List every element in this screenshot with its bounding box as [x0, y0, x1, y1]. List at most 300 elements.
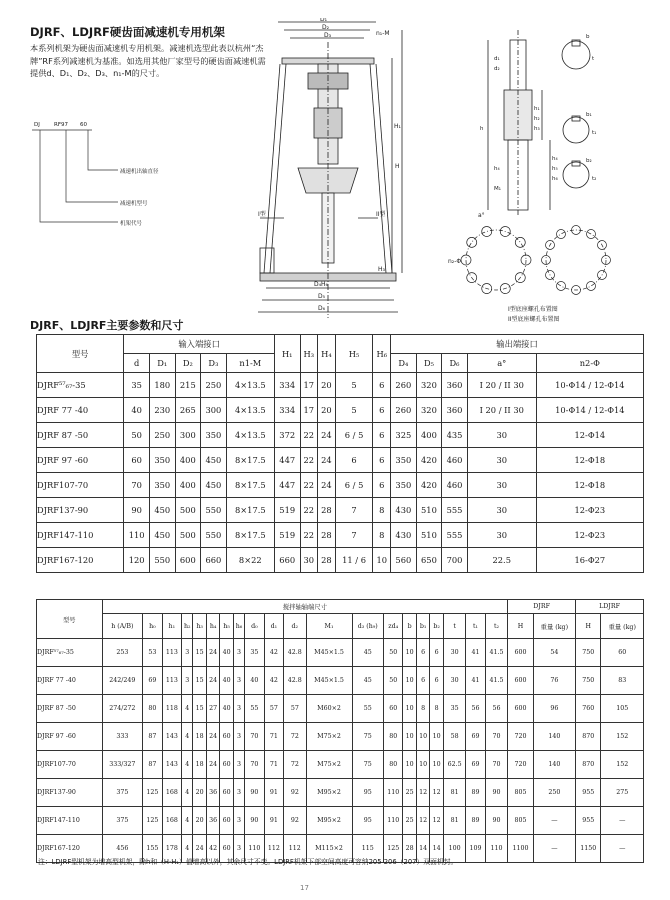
- label-n1M: n₁-M: [376, 30, 390, 37]
- t1-cell-H5: 6 / 5: [335, 423, 373, 448]
- t1-cell-H3: 30: [300, 548, 318, 573]
- t2-cell: 955: [576, 779, 601, 807]
- t2-cell: 81: [443, 779, 465, 807]
- t1-cell-H4: 24: [318, 473, 336, 498]
- t2-cell: 70: [245, 723, 264, 751]
- code-label-shaft: 减速机出轴直径: [120, 169, 159, 175]
- label-h6: h₆: [552, 176, 558, 182]
- t1-cell-d: 110: [124, 523, 150, 548]
- t2-cell: 870: [576, 751, 601, 779]
- t1-cell-n1M: 4×13.5: [226, 373, 274, 398]
- t2-cell: 112: [264, 835, 283, 863]
- t1-cell-H1: 447: [274, 473, 300, 498]
- t1-cell-a: 22.5: [467, 548, 536, 573]
- t2-cell: 275: [601, 779, 644, 807]
- t1-cell-D2: 265: [175, 398, 201, 423]
- t1-cell-D5: 650: [416, 548, 442, 573]
- t2-cell: 69: [143, 667, 162, 695]
- t2-cell: 112: [284, 835, 306, 863]
- t1-header-H3: H₃: [300, 335, 318, 373]
- label-h5: h₅: [552, 166, 558, 172]
- t1-cell-H3: 22: [300, 448, 318, 473]
- t2-cell: 40: [245, 667, 264, 695]
- t1-cell-H4: 28: [318, 523, 336, 548]
- frame-drawing-svg: [258, 18, 408, 326]
- t2-cell: 35: [245, 639, 264, 667]
- t2-cell: 4: [182, 779, 193, 807]
- t2-cell: 20: [193, 807, 206, 835]
- t2-cell: M95×2: [306, 807, 352, 835]
- t1-cell-D3: 660: [201, 548, 227, 573]
- t2-cell: 25: [403, 807, 416, 835]
- table-row: [37, 498, 644, 523]
- frame-drawing: [258, 18, 408, 326]
- t1-cell-D2: 400: [175, 448, 201, 473]
- doc-title: DJRF、LDJRF硬齿面减速机专用机架: [30, 25, 225, 39]
- t1-cell-D6: 360: [442, 398, 468, 423]
- t2-cell: 90: [485, 779, 507, 807]
- t2-cell: 152: [601, 751, 644, 779]
- t2-cell: 56: [485, 695, 507, 723]
- t1-cell-D3: 450: [201, 473, 227, 498]
- t2-cell: 36: [206, 807, 219, 835]
- t2-cell: 60: [220, 723, 233, 751]
- t1-cell-D6: 700: [442, 548, 468, 573]
- table-row: [37, 639, 644, 667]
- t2-cell: 152: [601, 723, 644, 751]
- t2-cell: 333/327: [102, 751, 143, 779]
- t1-col-D6: D₆: [442, 354, 468, 373]
- t2-cell: 10: [403, 667, 416, 695]
- t2-cell: 40: [220, 667, 233, 695]
- t2-cell: 70: [245, 751, 264, 779]
- t2-cell: 24: [206, 751, 219, 779]
- t1-cell-D5: 320: [416, 398, 442, 423]
- t2-cell: 15: [193, 695, 206, 723]
- t2-cell: 125: [383, 835, 402, 863]
- t2-cell: 10: [416, 751, 429, 779]
- t2-cell: 28: [403, 835, 416, 863]
- t2-cell-model: DJRF107-70: [37, 751, 103, 779]
- t2-cell: 125: [143, 807, 162, 835]
- t1-cell-d: 50: [124, 423, 150, 448]
- t2-header-shaft: 搅拌轴轴端尺寸: [102, 600, 508, 614]
- t2-cell: 42: [206, 835, 219, 863]
- t2-cell: 10: [403, 639, 416, 667]
- t1-cell-n1M: 4×13.5: [226, 398, 274, 423]
- label-H3: H₃: [378, 266, 385, 273]
- t2-cell: 100: [443, 835, 465, 863]
- t2-cell: 955: [576, 807, 601, 835]
- t2-cell: 55: [352, 695, 383, 723]
- label-h4: h₄: [552, 156, 558, 162]
- t1-body: [37, 373, 644, 573]
- t2-cell: —: [533, 807, 575, 835]
- t2-cell: 600: [508, 667, 533, 695]
- table-row: [37, 695, 644, 723]
- t2-cell-model: DJRF 87 -50: [37, 695, 103, 723]
- t1-cell-H1: 447: [274, 448, 300, 473]
- t2-cell: 155: [143, 835, 162, 863]
- t1-cell-n2: 12-Φ14: [536, 423, 643, 448]
- t2-cell: 35: [443, 695, 465, 723]
- t2-cell: 110: [383, 807, 402, 835]
- label-alpha: a°: [478, 212, 485, 219]
- t1-col-D1: D₁: [149, 354, 175, 373]
- t1-cell-n1M: 8×17.5: [226, 448, 274, 473]
- bolt-hole-svg: [448, 205, 623, 325]
- t2-cell: 60: [601, 639, 644, 667]
- label-d1: d₁: [494, 56, 500, 62]
- t1-cell-H6: 10: [373, 548, 391, 573]
- t2-cell: 76: [533, 667, 575, 695]
- t1-cell-H5: 6: [335, 448, 373, 473]
- table-row: [37, 751, 644, 779]
- t2-cell-model: DJRF 77 -40: [37, 667, 103, 695]
- t1-cell-H6: 6: [373, 398, 391, 423]
- label-h4b: h₄: [494, 166, 500, 172]
- t1-cell-H6: 6: [373, 423, 391, 448]
- t2-cell: 80: [143, 695, 162, 723]
- label-D1: D₁: [320, 18, 328, 23]
- t2-cell: 8: [416, 695, 429, 723]
- t2-col-11: M₁: [306, 614, 352, 639]
- t1-cell-n2: 10-Φ14 / 12-Φ14: [536, 373, 643, 398]
- t2-cell: 140: [533, 723, 575, 751]
- t1-cell-model: DJRF137-90: [37, 498, 124, 523]
- t1-cell-a: 30: [467, 448, 536, 473]
- t2-cell: 24: [206, 723, 219, 751]
- t1-cell-D5: 420: [416, 473, 442, 498]
- code-leader-lines: [30, 122, 270, 232]
- t2-cell: 109: [466, 835, 485, 863]
- t2-col-9: d₁: [264, 614, 283, 639]
- t2-cell: 8: [430, 695, 443, 723]
- t2-cell: 4: [182, 807, 193, 835]
- t2-cell-model: DJRF 97 -60: [37, 723, 103, 751]
- t1-cell-d: 40: [124, 398, 150, 423]
- t2-cell: 71: [264, 751, 283, 779]
- t2-cell: 50: [383, 639, 402, 667]
- t2-cell: 14: [416, 835, 429, 863]
- main-params-table: [36, 334, 644, 573]
- t2-cell: 95: [352, 807, 383, 835]
- t1-cell-H1: 519: [274, 498, 300, 523]
- t2-cell: —: [533, 835, 575, 863]
- t2-cell: 12: [416, 779, 429, 807]
- t1-cell-H3: 22: [300, 473, 318, 498]
- t1-cell-D1: 250: [149, 423, 175, 448]
- t1-cell-d: 90: [124, 498, 150, 523]
- table-row: [37, 807, 644, 835]
- t2-cell-model: DJRF137-90: [37, 779, 103, 807]
- t1-cell-model: DJRF107-70: [37, 473, 124, 498]
- t1-cell-n2: 12-Φ23: [536, 498, 643, 523]
- t1-cell-a: 30: [467, 498, 536, 523]
- t2-cell-model: DJRF⁵⁷₆₇-35: [37, 639, 103, 667]
- t2-cell: M95×2: [306, 779, 352, 807]
- label-D2: D₂: [322, 24, 330, 31]
- t1-cell-D6: 360: [442, 373, 468, 398]
- t2-cell: 1100: [508, 835, 533, 863]
- t1-cell-a: 30: [467, 523, 536, 548]
- t1-cell-D4: 430: [391, 523, 417, 548]
- t2-cell: 4: [182, 723, 193, 751]
- t1-col-D5: D₅: [416, 354, 442, 373]
- t1-cell-D2: 400: [175, 473, 201, 498]
- code-part-model: RF97: [54, 122, 68, 128]
- t2-cell: M75×2: [306, 751, 352, 779]
- t2-cell: 60: [220, 835, 233, 863]
- page-number: 17: [300, 884, 309, 892]
- bolt-caption-2: II型底座螺孔布置图: [508, 316, 560, 323]
- t1-cell-H5: 5: [335, 373, 373, 398]
- t1-cell-n1M: 8×17.5: [226, 498, 274, 523]
- t2-cell: 72: [284, 723, 306, 751]
- t2-cell: 113: [162, 667, 181, 695]
- t2-cell: 143: [162, 751, 181, 779]
- t1-cell-n1M: 8×17.5: [226, 523, 274, 548]
- t2-cell: 3: [233, 695, 244, 723]
- intro-text: 本系列机架为硬齿面减速机专用机架。减速机选型此表以杭州“杰牌”RF系列减速机为基准。如选用其他厂家型号的硬齿面减速机需提供d、D₁、D₂、D₃、n₁-M的尺寸。: [30, 43, 266, 78]
- t1-cell-D5: 510: [416, 498, 442, 523]
- t1-cell-D6: 460: [442, 448, 468, 473]
- t2-cell: 12: [416, 807, 429, 835]
- t1-col-n2: n2-Φ: [536, 354, 643, 373]
- t2-cell: 750: [576, 639, 601, 667]
- t1-cell-H3: 22: [300, 498, 318, 523]
- t2-cell: 720: [508, 751, 533, 779]
- t2-cell: 24: [206, 667, 219, 695]
- label-b1: b₁: [586, 112, 592, 118]
- t1-cell-D1: 450: [149, 498, 175, 523]
- t1-col-D2: D₂: [175, 354, 201, 373]
- label-h: h: [480, 126, 484, 132]
- t1-cell-H4: 24: [318, 423, 336, 448]
- t1-cell-d: 70: [124, 473, 150, 498]
- t2-cell: 25: [403, 779, 416, 807]
- t2-cell: 41: [466, 667, 485, 695]
- t1-header-H5: H₅: [335, 335, 373, 373]
- t1-cell-a: 30: [467, 473, 536, 498]
- t2-col-23: 重量 (kg): [601, 614, 644, 639]
- t2-header-ldjrf: LDJRF: [576, 600, 644, 614]
- t2-cell: 253: [102, 639, 143, 667]
- footnote: 注：LDJRF型机架为增高型机架，除h和（H·H₁）值增高以外，其余尺寸不变。LDJRF机架下部空间高度可容纳205 206（207）双面机封。: [38, 858, 458, 866]
- t1-cell-D5: 420: [416, 448, 442, 473]
- table-row: [37, 723, 644, 751]
- t2-cell: 6: [430, 667, 443, 695]
- t1-header-model: 型号: [37, 335, 124, 373]
- t2-cell: 92: [284, 779, 306, 807]
- table-row: [37, 548, 644, 573]
- t1-cell-D2: 500: [175, 498, 201, 523]
- table-row: [37, 448, 644, 473]
- label-h3: h₃: [534, 126, 540, 132]
- t1-cell-H1: 334: [274, 373, 300, 398]
- table-row: [37, 779, 644, 807]
- t2-col-6: h₅: [220, 614, 233, 639]
- t1-cell-D4: 350: [391, 448, 417, 473]
- t2-cell: 80: [383, 723, 402, 751]
- t2-col-16: b₂: [430, 614, 443, 639]
- t1-cell-D4: 325: [391, 423, 417, 448]
- t1-cell-D1: 450: [149, 523, 175, 548]
- section-title: DJRF、LDJRF主要参数和尺寸: [30, 319, 184, 332]
- t2-cell: 10: [403, 723, 416, 751]
- t2-cell: 40: [220, 639, 233, 667]
- t1-cell-d: 35: [124, 373, 150, 398]
- t2-col-20: H: [508, 614, 533, 639]
- t2-cell: 75: [352, 751, 383, 779]
- t2-cell: 1150: [576, 835, 601, 863]
- t2-cell: M75×2: [306, 723, 352, 751]
- t2-cell: —: [601, 807, 644, 835]
- t2-cell: 60: [220, 779, 233, 807]
- t1-cell-D2: 600: [175, 548, 201, 573]
- t2-cell: 91: [264, 779, 283, 807]
- t2-cell: 105: [601, 695, 644, 723]
- shaft-dims-table: [36, 599, 644, 863]
- code-part-frame: DJ: [34, 122, 40, 128]
- t1-cell-H3: 17: [300, 398, 318, 423]
- t2-col-3: h₂: [182, 614, 193, 639]
- t1-header-output: 输出端接口: [391, 335, 644, 354]
- shaft-end-svg: [458, 20, 608, 220]
- t1-cell-D2: 300: [175, 423, 201, 448]
- table-row: [37, 398, 644, 423]
- t1-cell-model: DJRF 77 -40: [37, 398, 124, 423]
- label-h2: h₂: [534, 116, 540, 122]
- t2-cell: 115: [352, 835, 383, 863]
- t2-cell: M45×1.5: [306, 667, 352, 695]
- t1-cell-H1: 519: [274, 523, 300, 548]
- t2-cell: 87: [143, 751, 162, 779]
- t2-cell: 760: [576, 695, 601, 723]
- bolt-caption-1: I型底座螺孔布置图: [508, 306, 558, 313]
- label-H: H: [395, 163, 400, 170]
- t1-cell-H3: 22: [300, 423, 318, 448]
- t2-cell: 89: [466, 779, 485, 807]
- t1-cell-H4: 28: [318, 498, 336, 523]
- t2-cell: 178: [162, 835, 181, 863]
- t1-cell-n2: 12-Φ23: [536, 523, 643, 548]
- t1-header-input: 输入端接口: [124, 335, 275, 354]
- t1-cell-H3: 17: [300, 373, 318, 398]
- t2-cell: 90: [245, 807, 264, 835]
- t2-cell: 110: [383, 779, 402, 807]
- t1-cell-H1: 334: [274, 398, 300, 423]
- t2-cell: 80: [383, 751, 402, 779]
- t2-cell: 60: [220, 751, 233, 779]
- t2-cell: 42.8: [284, 639, 306, 667]
- t2-cell: 62.5: [443, 751, 465, 779]
- t2-col-13: zd₄: [383, 614, 402, 639]
- t2-col-14: b: [403, 614, 416, 639]
- t2-col-1: h₀: [143, 614, 162, 639]
- t2-cell: 805: [508, 779, 533, 807]
- t2-cell-model: DJRF167-120: [37, 835, 103, 863]
- t1-cell-model: DJRF167-120: [37, 548, 124, 573]
- t1-cell-H6: 8: [373, 523, 391, 548]
- t1-cell-n1M: 8×22: [226, 548, 274, 573]
- t1-cell-d: 60: [124, 448, 150, 473]
- label-type-I: I型: [258, 211, 266, 218]
- t1-cell-H5: 6 / 5: [335, 473, 373, 498]
- t1-cell-D5: 320: [416, 373, 442, 398]
- t2-col-17: t: [443, 614, 465, 639]
- t2-body: [37, 639, 644, 863]
- t2-col-5: h₄: [206, 614, 219, 639]
- t1-cell-D4: 560: [391, 548, 417, 573]
- t2-cell: 18: [193, 751, 206, 779]
- table-row: [37, 373, 644, 398]
- t2-cell: 3: [233, 779, 244, 807]
- t2-cell: 750: [576, 667, 601, 695]
- label-t2: t₂: [592, 176, 597, 182]
- t1-cell-D2: 215: [175, 373, 201, 398]
- t2-cell: 3: [233, 835, 244, 863]
- t2-cell: 870: [576, 723, 601, 751]
- t1-cell-D1: 350: [149, 448, 175, 473]
- t2-cell: 92: [284, 807, 306, 835]
- t2-cell: 456: [102, 835, 143, 863]
- label-t1: t₁: [592, 130, 597, 136]
- t2-cell: 375: [102, 807, 143, 835]
- t1-cell-H5: 5: [335, 398, 373, 423]
- t1-cell-a: 30: [467, 423, 536, 448]
- t1-cell-H6: 6: [373, 373, 391, 398]
- table-row: [37, 473, 644, 498]
- shaft-end-drawing: [458, 20, 608, 220]
- t2-col-22: H: [576, 614, 601, 639]
- t2-cell: 81: [443, 807, 465, 835]
- label-t: t: [592, 56, 595, 62]
- t2-cell: 71: [264, 723, 283, 751]
- t1-col-d: d: [124, 354, 150, 373]
- t1-cell-H1: 660: [274, 548, 300, 573]
- t2-cell: 70: [485, 723, 507, 751]
- t2-cell: 15: [193, 667, 206, 695]
- t2-cell: 57: [284, 695, 306, 723]
- t1-cell-n2: 12-Φ18: [536, 448, 643, 473]
- t2-cell: M45×1.5: [306, 639, 352, 667]
- t1-cell-D4: 350: [391, 473, 417, 498]
- t2-cell: 30: [443, 667, 465, 695]
- code-label-model: 减速机型号: [120, 201, 148, 207]
- t2-cell: 125: [143, 779, 162, 807]
- t2-cell: 42.8: [284, 667, 306, 695]
- t2-cell: 55: [245, 695, 264, 723]
- t1-header-H4: H₄: [318, 335, 336, 373]
- t2-col-21: 重量 (kg): [533, 614, 575, 639]
- t1-cell-H4: 20: [318, 398, 336, 423]
- t2-cell: 3: [233, 723, 244, 751]
- t2-cell: 3: [233, 751, 244, 779]
- t2-cell: 10: [416, 723, 429, 751]
- t2-cell: 10: [403, 695, 416, 723]
- label-D3: D₃: [324, 32, 332, 39]
- t2-cell: 45: [352, 667, 383, 695]
- t1-cell-D3: 300: [201, 398, 227, 423]
- t2-cell: 168: [162, 807, 181, 835]
- t2-cell: 274/272: [102, 695, 143, 723]
- t2-cell: 42: [264, 667, 283, 695]
- t1-cell-n2: 16-Φ27: [536, 548, 643, 573]
- t1-cell-H1: 372: [274, 423, 300, 448]
- t1-cell-n1M: 4×13.5: [226, 423, 274, 448]
- t1-header-H6: H₆: [373, 335, 391, 373]
